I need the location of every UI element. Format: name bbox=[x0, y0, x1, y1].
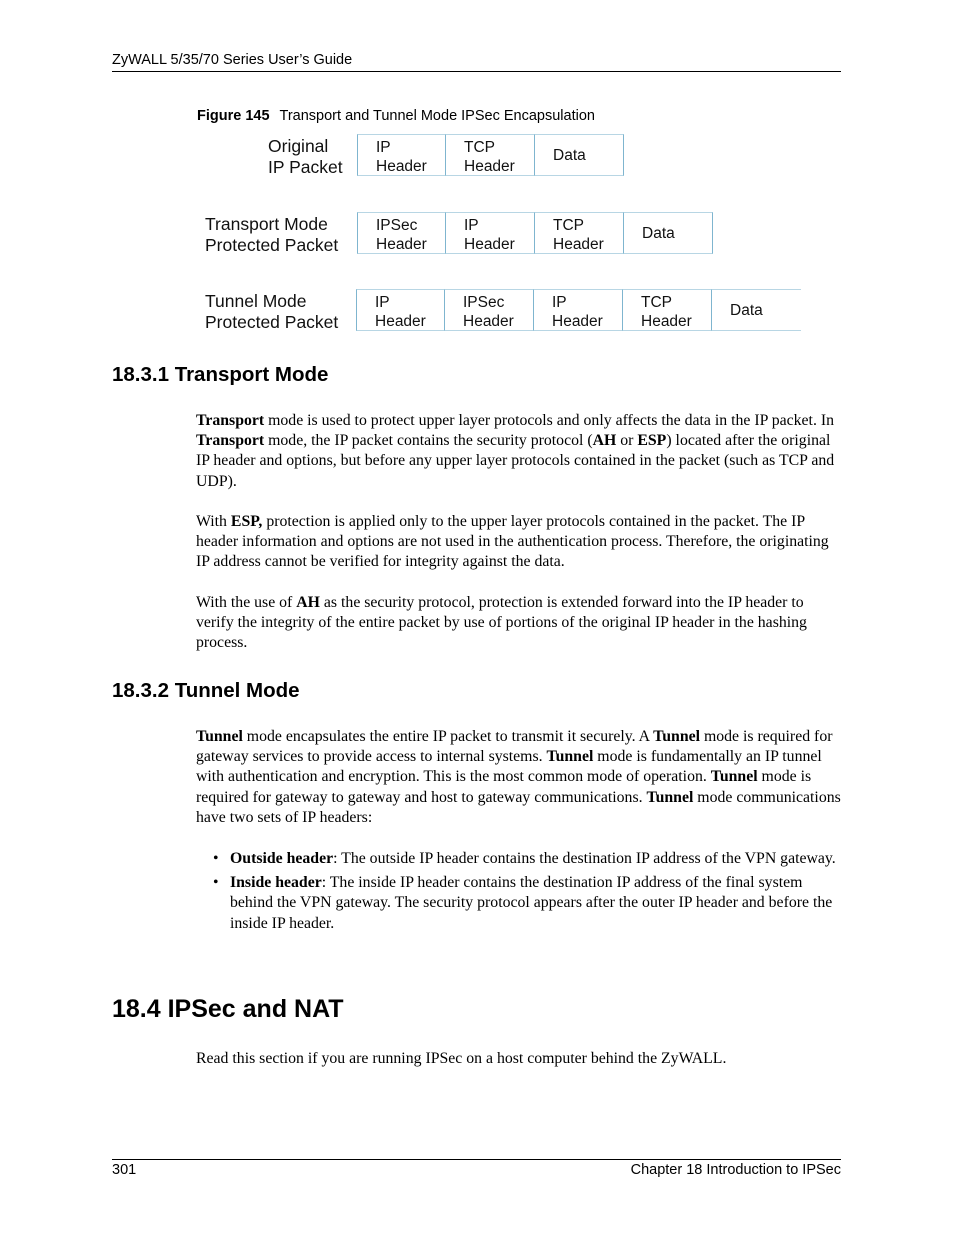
packet-row-original bbox=[357, 134, 624, 176]
figure-number: Figure 145 bbox=[197, 108, 270, 124]
paragraph: With ESP, protection is applied only to the upper layer protocols contained in the packet. The IP header information and options are not used in the authentication process. Therefore, the originating IP address cannot be verified for integrity against the data. bbox=[196, 513, 829, 571]
page-number: 301 bbox=[112, 1162, 137, 1178]
chapter-title: Chapter 18 Introduction to IPSec bbox=[630, 1162, 841, 1178]
row-label-transport: Transport Mode Protected Packet bbox=[205, 214, 339, 255]
figure-caption-text: Transport and Tunnel Mode IPSec Encapsulation bbox=[279, 108, 595, 124]
paragraph: Transport mode is used to protect upper layer protocols and only affects the data in the IP packet. In Transport mode, the IP packet contains the security protocol (AH or ESP) located after the original IP header and options, but before any upper layer protocols contained in the packet (such as TCP and UDP). bbox=[196, 412, 835, 490]
packet-row-transport bbox=[357, 212, 713, 254]
section-heading-ipsec-nat: 18.4 IPSec and NAT bbox=[112, 995, 344, 1023]
packet-field: TCP Header bbox=[535, 212, 624, 254]
header-rule bbox=[112, 71, 841, 72]
packet-field: IPSec Header bbox=[445, 289, 534, 331]
paragraph: With the use of AH as the security protocol, protection is extended forward into the IP header to verify the integrity of the entire packet by use of portions of the original IP header in the hashing process. bbox=[196, 594, 807, 652]
packet-field: IP Header bbox=[446, 212, 535, 254]
row-label-original: Original IP Packet bbox=[268, 136, 343, 177]
packet-field: IPSec Header bbox=[357, 212, 446, 254]
running-header: ZyWALL 5/35/70 Series User’s Guide bbox=[112, 52, 353, 68]
packet-field: Data bbox=[535, 134, 624, 176]
list-item: • Inside header: The inside IP header contains the destination IP address of the final system behind the VPN gateway. The security protocol appears after the outer IP header and before the inside IP header. bbox=[213, 874, 833, 932]
packet-field: Data bbox=[712, 289, 801, 331]
footer-rule bbox=[112, 1159, 841, 1160]
section-heading-tunnel-mode: 18.3.2 Tunnel Mode bbox=[112, 679, 300, 702]
row-label-tunnel: Tunnel Mode Protected Packet bbox=[205, 291, 339, 332]
packet-row-tunnel bbox=[356, 289, 801, 331]
figure-caption bbox=[197, 108, 595, 124]
paragraph: Tunnel mode encapsulates the entire IP packet to transmit it securely. A Tunnel mode is required for gateway services to provide access to internal systems. Tunnel mode is fundamentally an IP tunnel with authentication and encryption. This is the most common mode of operation. Tunnel mode is required for gateway to gateway and host to gateway communications. Tunnel mode communications have two sets of IP headers: bbox=[196, 728, 841, 826]
packet-field: IP Header bbox=[534, 289, 623, 331]
packet-field: TCP Header bbox=[446, 134, 535, 176]
section-heading-transport-mode: 18.3.1 Transport Mode bbox=[112, 363, 329, 386]
paragraph: Read this section if you are running IPSec on a host computer behind the ZyWALL. bbox=[196, 1050, 727, 1067]
packet-field: IP Header bbox=[357, 134, 446, 176]
packet-field: TCP Header bbox=[623, 289, 712, 331]
list-item: • Outside header: The outside IP header contains the destination IP address of the VPN gateway. bbox=[213, 850, 836, 867]
packet-field: IP Header bbox=[356, 289, 445, 331]
packet-field: Data bbox=[624, 212, 713, 254]
bullet-list bbox=[213, 849, 842, 938]
